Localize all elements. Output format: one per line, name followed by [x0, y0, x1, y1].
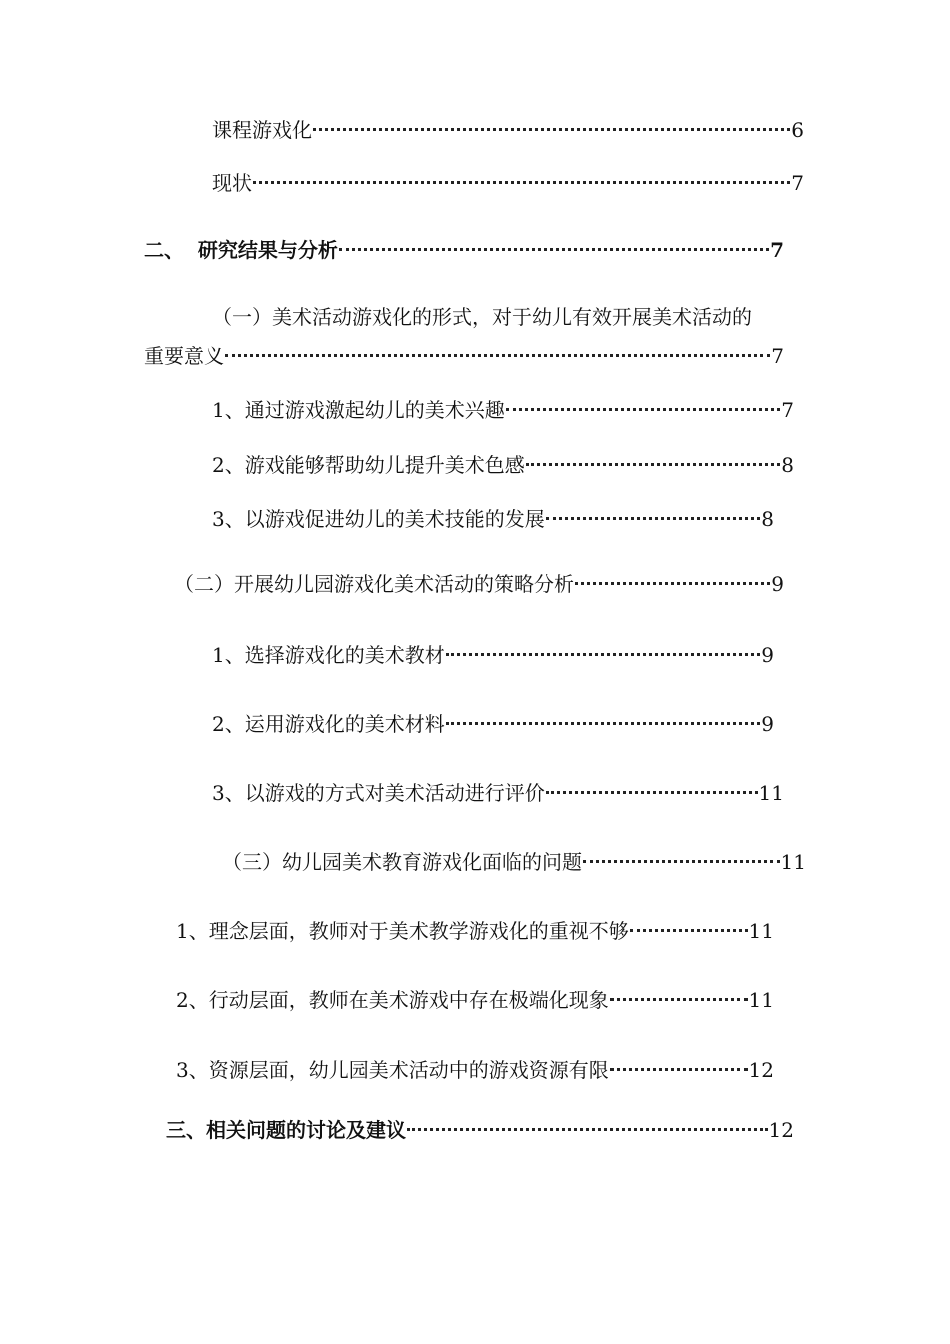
dot-leader: [313, 128, 790, 131]
toc-entry[interactable]: [212, 169, 804, 197]
toc-entry-title: 3、以游戏促进幼儿的美术技能的发展: [212, 507, 545, 531]
toc-entry-page: 11: [780, 850, 806, 874]
toc-entry-title: 2、游戏能够帮助幼儿提升美术色感: [212, 453, 525, 477]
toc-entry[interactable]: [212, 505, 774, 533]
dot-leader: [446, 722, 761, 725]
toc-entry-page: 11: [758, 781, 784, 805]
dot-leader: [610, 1068, 748, 1071]
dot-leader: [526, 463, 781, 466]
toc-entry-page: 7: [770, 238, 784, 262]
toc-entry-title: （二）开展幼儿园游戏化美术活动的策略分析: [174, 572, 574, 596]
toc-entry[interactable]: [212, 779, 784, 807]
dot-leader: [630, 929, 748, 932]
toc-entry-page: 7: [791, 171, 804, 195]
toc-entry[interactable]: [166, 1116, 794, 1144]
dot-leader: [546, 517, 761, 520]
dot-leader: [407, 1128, 768, 1131]
toc-entry[interactable]: [212, 116, 804, 144]
toc-entry-title: 3、以游戏的方式对美术活动进行评价: [212, 781, 545, 805]
toc-entry-page: 12: [768, 1118, 794, 1142]
toc-entry-title: 2、行动层面，教师在美术游戏中存在极端化现象: [176, 988, 609, 1012]
toc-entry[interactable]: [222, 848, 806, 876]
toc-entry-title: 1、通过游戏激起幼儿的美术兴趣: [212, 398, 505, 422]
toc-entry-title: 重要意义: [144, 344, 224, 368]
toc-entry[interactable]: [174, 570, 784, 598]
toc-entry[interactable]: [212, 710, 774, 738]
toc-entry[interactable]: [176, 986, 774, 1014]
dot-leader: [610, 998, 748, 1001]
dot-leader: [225, 354, 770, 357]
toc-entry[interactable]: [144, 342, 784, 370]
toc-entry[interactable]: [212, 641, 774, 669]
toc-entry-page: 11: [748, 988, 774, 1012]
toc-entry-title: 2、运用游戏化的美术材料: [212, 712, 445, 736]
dot-leader: [446, 653, 761, 656]
toc-entry-page: 11: [748, 919, 774, 943]
toc-entry-title: （三）幼儿园美术教育游戏化面临的问题: [222, 850, 582, 874]
toc-entry-title: 三、相关问题的讨论及建议: [166, 1118, 406, 1142]
toc-entry-title: 现状: [212, 171, 252, 195]
toc-entry-page: 8: [761, 507, 774, 531]
dot-leader: [253, 181, 790, 184]
toc-entry-title: 1、选择游戏化的美术教材: [212, 643, 445, 667]
toc-entry-page: 12: [748, 1058, 774, 1082]
toc-entry-page: 9: [771, 572, 784, 596]
dot-leader: [339, 248, 769, 251]
dot-leader: [575, 582, 770, 585]
dot-leader: [546, 791, 758, 794]
toc-entry-title: 1、理念层面，教师对于美术教学游戏化的重视不够: [176, 919, 629, 943]
toc-entry-page: 9: [761, 643, 774, 667]
toc-entry-page: 7: [771, 344, 784, 368]
toc-entry-title: 3、资源层面，幼儿园美术活动中的游戏资源有限: [176, 1058, 609, 1082]
toc-entry-title-line[interactable]: （一）美术活动游戏化的形式，对于幼儿有效开展美术活动的: [212, 305, 752, 329]
toc-entry-page: 7: [781, 398, 794, 422]
toc-entry[interactable]: [212, 396, 794, 424]
dot-leader: [583, 860, 780, 863]
toc-entry-page: 9: [761, 712, 774, 736]
toc-entry-title: 课程游戏化: [212, 118, 312, 142]
toc-entry[interactable]: [176, 1056, 774, 1084]
toc-entry-page: 8: [781, 453, 794, 477]
dot-leader: [506, 408, 781, 411]
toc-entry-title: 二、 研究结果与分析: [144, 238, 338, 262]
toc-entry-page: 6: [791, 118, 804, 142]
toc-entry[interactable]: [144, 236, 784, 264]
toc-entry[interactable]: [212, 451, 794, 479]
toc-entry[interactable]: [176, 917, 774, 945]
